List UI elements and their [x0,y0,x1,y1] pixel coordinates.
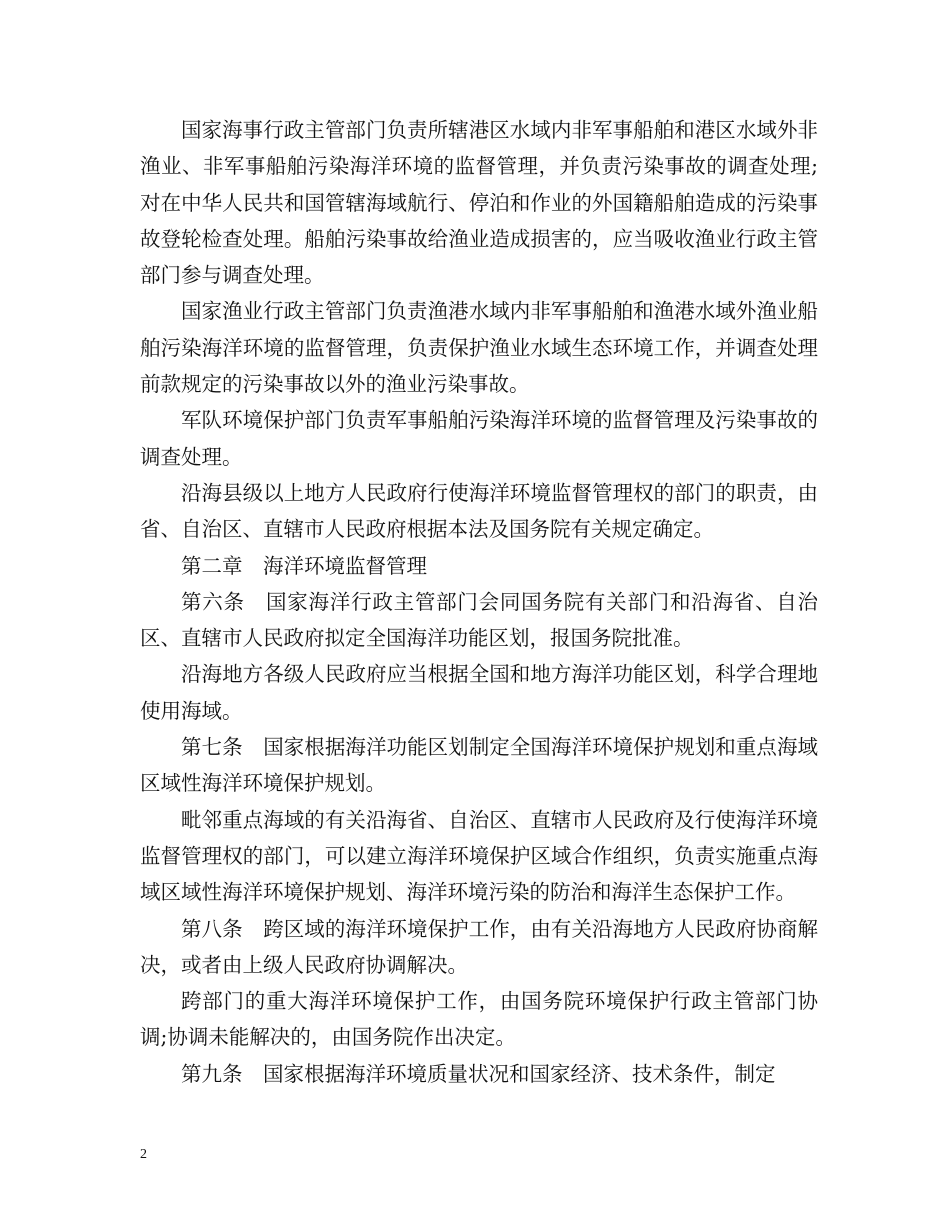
paragraph-4: 沿海县级以上地方人民政府行使海洋环境监督管理权的部门的职责，由省、自治区、直辖市人民政府根据本法及国务院有关规定确定。 [140,480,818,542]
page-number: 2 [140,1147,147,1162]
article-8: 第八条 跨区域的海洋环境保护工作，由有关沿海地方人民政府协商解决，或者由上级人民政府协调解决。 [140,916,818,977]
article-9: 第九条 国家根据海洋环境质量状况和国家经济、技术条件，制定 [181,1061,776,1086]
paragraph-7: 沿海地方各级人民政府应当根据全国和地方海洋功能区划，科学合理地使用海域。 [140,662,818,723]
article-7: 第七条 国家根据海洋功能区划制定全国海洋环境保护规划和重点海域区域性海洋环境保护规划。 [140,735,818,796]
paragraph-1: 国家海事行政主管部门负责所辖港区水域内非军事船舶和港区水域外非渔业、非军事船舶污染海洋环境的监督管理，并负责污染事故的调查处理;对在中华人民共和国管辖海域航行、停泊和作业的外国籍船舶造成的污染事故登轮检查处理。船舶污染事故给渔业造成损害的，应当吸收渔业行政主管部门参与调查处理。 [140,118,818,288]
paragraph-9: 毗邻重点海域的有关沿海省、自治区、直辖市人民政府及行使海洋环境监督管理权的部门，可以建立海洋环境保护区域合作组织，负责实施重点海域区域性海洋环境保护规划、海洋环境污染的防治和海洋生态保护工作。 [140,807,818,905]
chapter-heading: 第二章 海洋环境监督管理 [181,553,427,578]
document-body [140,112,818,1092]
paragraph-11: 跨部门的重大海洋环境保护工作，由国务院环境保护行政主管部门协调;协调未能解决的，由国务院作出决定。 [140,989,818,1050]
paragraph-3: 军队环境保护部门负责军事船舶污染海洋环境的监督管理及污染事故的调查处理。 [140,408,818,469]
article-6: 第六条 国家海洋行政主管部门会同国务院有关部门和沿海省、自治区、直辖市人民政府拟定全国海洋功能区划，报国务院批准。 [140,589,818,651]
paragraph-2: 国家渔业行政主管部门负责渔港水域内非军事船舶和渔港水域外渔业船舶污染海洋环境的监督管理，负责保护渔业水域生态环境工作，并调查处理前款规定的污染事故以外的渔业污染事故。 [140,299,818,397]
